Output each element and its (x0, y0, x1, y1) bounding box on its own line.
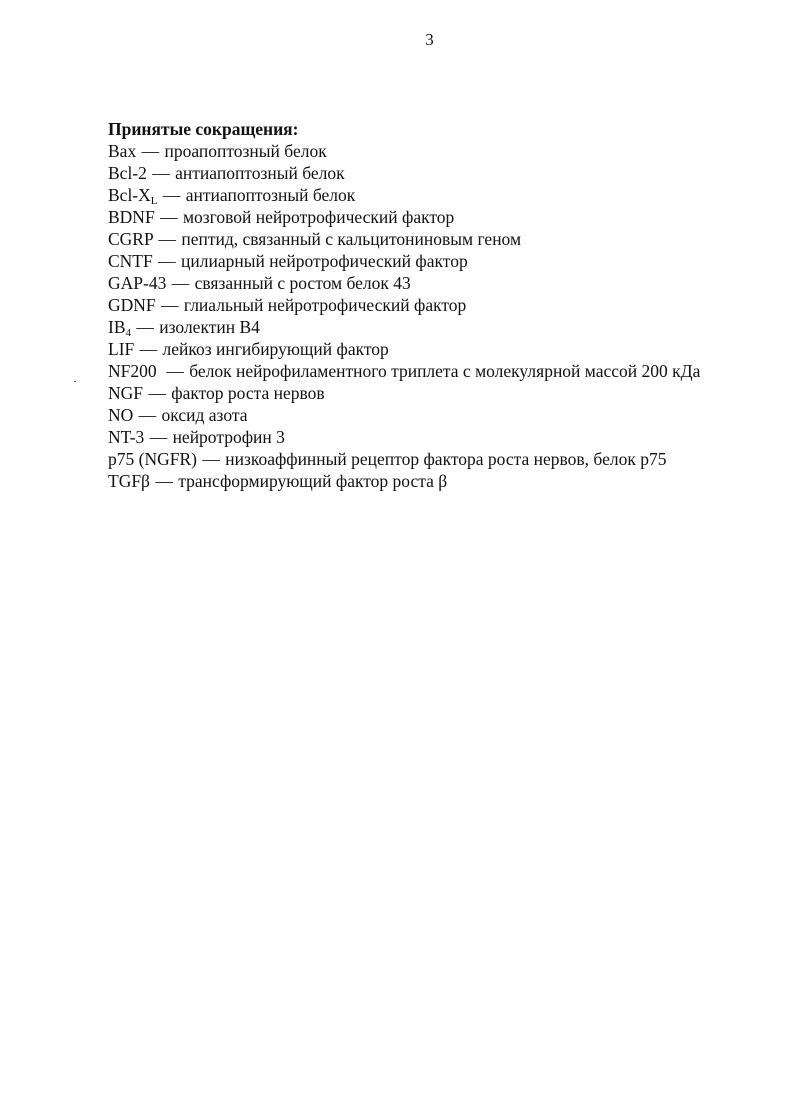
abbreviation-item (108, 360, 753, 382)
abbreviation-term-group (108, 360, 189, 382)
abbreviation-definition: оксид азота (161, 405, 248, 425)
abbreviation-definition: лейкоз ингибирующий фактор (162, 339, 389, 359)
dash-separator: — (171, 273, 190, 293)
abbreviation-item (108, 140, 753, 162)
scan-speck (74, 381, 76, 382)
abbreviation-item (108, 228, 753, 250)
abbreviation-definition: нейротрофин 3 (172, 427, 285, 447)
abbreviation-term: GDNF (108, 295, 156, 315)
abbreviation-definition: изолектин B4 (159, 317, 260, 337)
abbreviation-item (108, 206, 753, 228)
abbreviation-definition: антиапоптозный белок (175, 163, 345, 183)
abbreviation-item (108, 184, 753, 206)
abbreviation-definition: белок нейрофиламентного триплета с молекулярной массой 200 кДа (189, 361, 701, 381)
abbreviation-term: NF200 (108, 361, 157, 381)
dash-separator: — (141, 141, 160, 161)
abbreviation-term: Bax (108, 141, 137, 161)
abbreviation-term-base: Bcl-X (108, 185, 151, 205)
abbreviation-definition: трансформирующий фактор роста β (178, 471, 448, 491)
dash-separator: — (161, 295, 179, 315)
abbreviations-section (108, 118, 753, 492)
abbreviation-term: CNTF (108, 251, 153, 271)
page-number: 3 (425, 30, 434, 49)
abbreviation-term: p75 (NGFR) (108, 449, 197, 469)
abbreviation-term: NT-3 (108, 427, 145, 447)
abbreviation-item (108, 250, 753, 272)
abbreviation-definition: проапоптозный белок (164, 141, 327, 161)
abbreviation-term: TGFβ (108, 471, 150, 491)
abbreviation-item (108, 338, 753, 360)
abbreviation-definition: связанный с ростом белок 43 (194, 273, 411, 293)
abbreviation-term-subscript: L (150, 195, 158, 207)
abbreviation-definition: пептид, связанный с кальцитониновым геном (181, 229, 522, 249)
abbreviation-definition: фактор роста нервов (171, 383, 325, 403)
abbreviation-definition: глиальный нейротрофический фактор (183, 295, 467, 315)
abbreviations-heading: Принятые сокращения: (108, 119, 299, 139)
dash-separator: — (202, 449, 220, 469)
dash-separator: — (139, 339, 158, 359)
dash-separator: — (166, 361, 184, 381)
abbreviation-term: CGRP (108, 229, 154, 249)
abbreviation-item (108, 162, 753, 184)
dash-separator: — (149, 427, 168, 447)
dash-separator: — (155, 471, 173, 491)
abbreviation-term-subscript: 4 (125, 327, 131, 339)
abbreviation-term: NO (108, 405, 134, 425)
abbreviation-definition: мозговой нейротрофический фактор (182, 207, 455, 227)
abbreviation-term: LIF (108, 339, 135, 359)
abbreviation-term: GAP-43 (108, 273, 167, 293)
abbreviation-term-base: IB (108, 317, 126, 337)
abbreviation-definition: цилиарный нейротрофический фактор (180, 251, 468, 271)
dash-separator: — (148, 383, 166, 403)
abbreviation-item (108, 382, 753, 404)
abbreviation-item (108, 448, 753, 470)
abbreviation-definition: антиапоптозный белок (185, 185, 356, 205)
abbreviation-term: Bcl-2 (108, 163, 147, 183)
dash-separator: — (138, 405, 157, 425)
abbreviation-item (108, 272, 753, 294)
dash-separator: — (136, 317, 154, 337)
abbreviation-term: NGF (108, 383, 144, 403)
dash-separator: — (160, 207, 178, 227)
dash-separator: — (158, 251, 176, 271)
dash-separator: — (152, 163, 170, 183)
abbreviation-item (108, 470, 753, 492)
abbreviation-item (108, 426, 753, 448)
dash-separator: — (162, 185, 181, 205)
abbreviation-term: BDNF (108, 207, 155, 227)
abbreviation-term (108, 185, 158, 205)
abbreviation-term (108, 317, 131, 337)
abbreviation-definition: низкоаффинный рецептор фактора роста нервов, белок p75 (225, 449, 667, 469)
dash-separator: — (158, 229, 176, 249)
abbreviation-item (108, 316, 753, 338)
abbreviation-item (108, 404, 753, 426)
abbreviation-item (108, 294, 753, 316)
